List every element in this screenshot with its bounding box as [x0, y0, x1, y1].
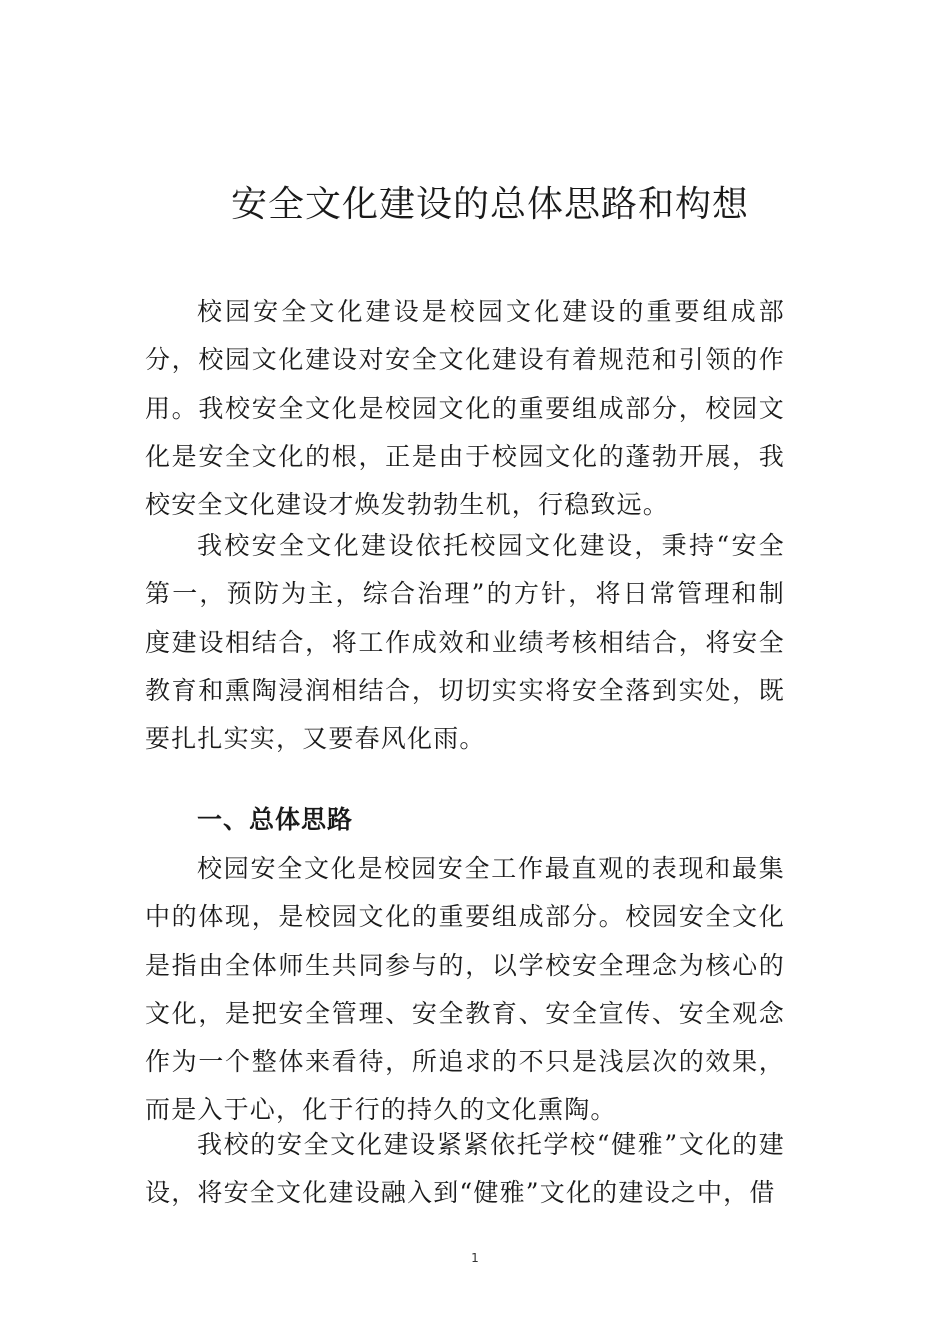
intro-paragraph-1: 校园安全文化建设是校园文化建设的重要组成部分，校园文化建设对安全文化建设有着规范和引领的作用。我校安全文化是校园文化的重要组成部分，校园文化是安全文化的根，正是由于校园文化的蓬勃开展，我校安全文化建设才焕发勃勃生机，行稳致远。	[145, 297, 785, 520]
page-number: 1	[471, 1251, 479, 1265]
section-heading: 一、总体思路	[197, 805, 354, 834]
intro-paragraph-2: 我校安全文化建设依托校园文化建设，秉持“安全第一，预防为主，综合治理”的方针，将日常管理和制度建设相结合，将工作成效和业绩考核相结合，将安全教育和熏陶浸润相结合，切切实实将安全落到实处，既要扎扎实实，又要春风化雨。	[145, 531, 785, 754]
section-paragraph-1: 校园安全文化是校园安全工作最直观的表现和最集中的体现，是校园文化的重要组成部分。校园安全文化是指由全体师生共同参与的，以学校安全理念为核心的文化，是把安全管理、安全教育、安全宣传、安全观念作为一个整体来看待，所追求的不只是浅层次的效果，而是入于心，化于行的持久的文化熏陶。	[145, 854, 785, 1125]
document-title: 安全文化建设的总体思路和构想	[230, 184, 749, 225]
section-paragraph-2: 我校的安全文化建设紧紧依托学校“健雅”文化的建设，将安全文化建设融入到“健雅”文化的建设之中，借	[145, 1130, 785, 1208]
